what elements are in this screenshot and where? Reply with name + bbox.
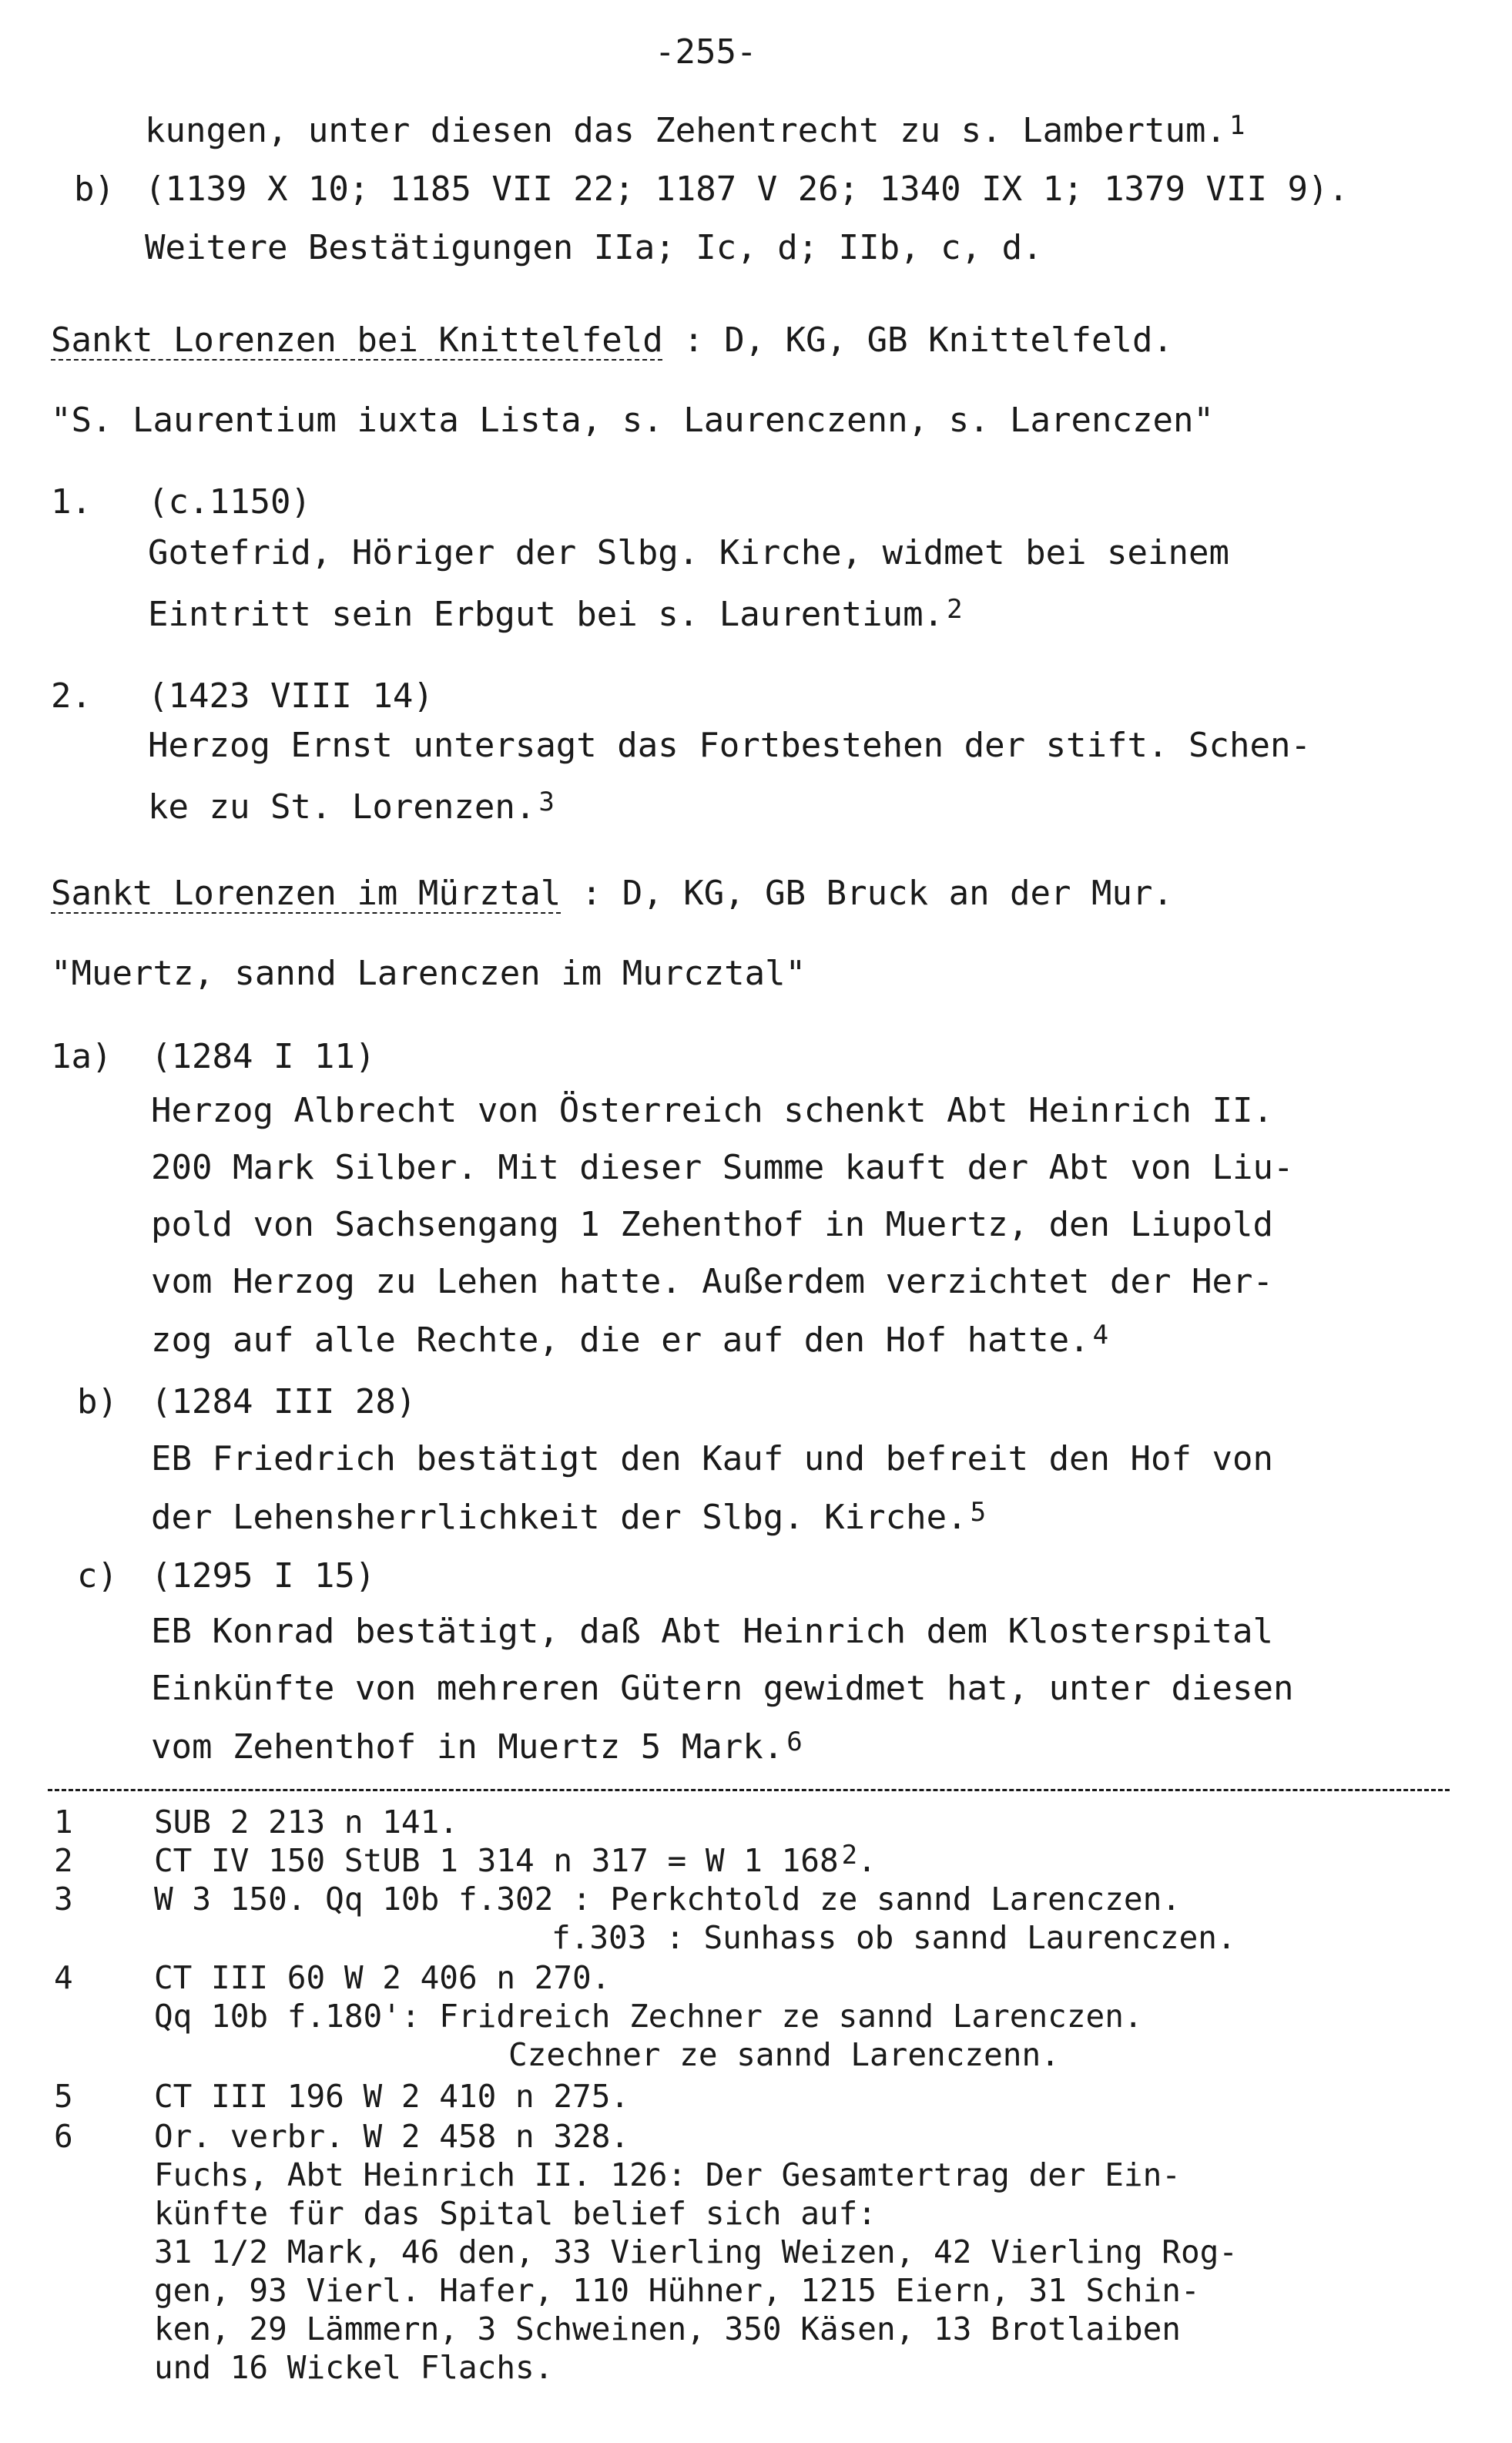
text-line: pold von Sachsengang 1 Zehenthof in Muertz, den Liupold xyxy=(151,1205,1273,1244)
footnote-text: CT III 60 W 2 406 n 270. xyxy=(154,1959,611,1996)
text-span: der Lehensherrlichkeit der Slbg. Kirche. xyxy=(151,1498,967,1537)
text-line xyxy=(145,109,1245,155)
footnote-text: ken, 29 Lämmern, 3 Schweinen, 350 Käsen, 13 Brotlaiben xyxy=(154,2310,1181,2347)
text-span: kungen, unter diesen das Zehentrecht zu s. Lambertum. xyxy=(145,111,1226,150)
text-span: . xyxy=(857,1842,877,1879)
entry-date: (1295 I 15) xyxy=(151,1556,376,1596)
footnote-ref: 3 xyxy=(538,787,555,817)
place-name: Sankt Lorenzen bei Knittelfeld xyxy=(51,320,663,360)
entry-label: b) xyxy=(77,1382,118,1421)
entry-label: 2. xyxy=(51,676,92,716)
text-line: 200 Mark Silber. Mit dieser Summe kauft der Abt von Liu- xyxy=(151,1148,1294,1187)
footnote-text: Czechner ze sannd Larenczenn. xyxy=(508,2036,1060,2073)
text-span: ke zu St. Lorenzen. xyxy=(148,787,536,827)
footnote-text: gen, 93 Vierl. Hafer, 110 Hühner, 1215 Eiern, 31 Schin- xyxy=(154,2272,1200,2309)
text-line: Herzog Albrecht von Österreich schenkt Abt Heinrich II. xyxy=(151,1091,1273,1130)
text-line xyxy=(148,593,963,639)
text-line: Herzog Ernst untersagt das Fortbestehen der stift. Schen- xyxy=(148,726,1311,765)
text-line xyxy=(151,1319,1108,1364)
footnote-number: 6 xyxy=(54,2118,73,2155)
text-span: zog auf alle Rechte, die er auf den Hof hatte. xyxy=(151,1320,1090,1360)
text-line: Gotefrid, Höriger der Slbg. Kirche, widmet bei seinem xyxy=(148,533,1229,572)
place-variants: "S. Laurentium iuxta Lista, s. Laurenczenn, s. Larenczen" xyxy=(51,401,1214,440)
footnote-divider xyxy=(48,1789,1450,1791)
text-line: EB Konrad bestätigt, daß Abt Heinrich dem Klosterspital xyxy=(151,1612,1273,1651)
text-line xyxy=(148,786,555,831)
footnote-text: künfte für das Spital belief sich auf: xyxy=(154,2195,877,2232)
footnote-number: 5 xyxy=(54,2078,73,2115)
footnote-text: Fuchs, Abt Heinrich II. 126: Der Gesamtertrag der Ein- xyxy=(154,2156,1181,2193)
footnote-text: 31 1/2 Mark, 46 den, 33 Vierling Weizen, 42 Vierling Rog- xyxy=(154,2233,1238,2270)
entry-label: 1a) xyxy=(51,1037,112,1076)
footnote-text: Qq 10b f.180': Fridreich Zechner ze sannd Larenczen. xyxy=(154,1998,1143,2035)
text-span: Eintritt sein Erbgut bei s. Laurentium. xyxy=(148,595,944,634)
page-number: -255- xyxy=(655,32,757,72)
entry-date: (1423 VIII 14) xyxy=(148,676,434,716)
footnote-ref: 1 xyxy=(1229,110,1245,141)
place-variants: "Muertz, sannd Larenczen im Murcztal" xyxy=(51,954,806,993)
entry-label: 1. xyxy=(51,482,92,522)
section-heading xyxy=(51,872,1173,915)
footnote-text: W 3 150. Qq 10b f.302 : Perkchtold ze sannd Larenczen. xyxy=(154,1881,1181,1918)
footnote-ref: 5 xyxy=(970,1497,987,1528)
footnote-number: 4 xyxy=(54,1959,73,1996)
footnote-ref: 6 xyxy=(786,1727,803,1757)
entry-label: b) xyxy=(74,169,115,209)
text-line: (1139 X 10; 1185 VII 22; 1187 V 26; 1340 IX 1; 1379 VII 9). xyxy=(145,169,1349,209)
text-line: vom Herzog zu Lehen hatte. Außerdem verzichtet der Her- xyxy=(151,1262,1273,1301)
footnote-ref: 2 xyxy=(947,594,963,625)
text-line xyxy=(151,1496,986,1542)
footnote-number: 3 xyxy=(54,1881,73,1918)
entry-date: (1284 III 28) xyxy=(151,1382,417,1421)
footnote-text: f.303 : Sunhass ob sannd Laurenczen. xyxy=(551,1919,1236,1956)
place-meta: : D, KG, GB Bruck an der Mur. xyxy=(581,874,1173,913)
text-span: CT IV 150 StUB 1 314 n 317 = W 1 168 xyxy=(154,1842,839,1879)
text-line: Weitere Bestätigungen IIa; Ic, d; IIb, c, d. xyxy=(145,228,1043,267)
text-line: Einkünfte von mehreren Gütern gewidmet hat, unter diesen xyxy=(151,1669,1294,1708)
text-span: vom Zehenthof in Muertz 5 Mark. xyxy=(151,1727,784,1767)
footnote-text: Or. verbr. W 2 458 n 328. xyxy=(154,2118,630,2155)
footnote-text: und 16 Wickel Flachs. xyxy=(154,2349,554,2386)
footnote-text: CT III 196 W 2 410 n 275. xyxy=(154,2078,630,2115)
footnote-text xyxy=(154,1841,877,1882)
section-heading xyxy=(51,319,1173,362)
text-line: EB Friedrich bestätigt den Kauf und befreit den Hof von xyxy=(151,1439,1273,1478)
text-line xyxy=(151,1726,803,1771)
footnote-ref: 4 xyxy=(1092,1320,1109,1351)
footnote-number: 1 xyxy=(54,1804,73,1841)
entry-label: c) xyxy=(77,1556,118,1596)
entry-date: (c.1150) xyxy=(148,482,311,522)
footnote-text: SUB 2 213 n 141. xyxy=(154,1804,458,1841)
entry-date: (1284 I 11) xyxy=(151,1037,376,1076)
place-meta: : D, KG, GB Knittelfeld. xyxy=(683,320,1173,360)
place-name: Sankt Lorenzen im Mürztal xyxy=(51,874,562,913)
footnote-ref: 2 xyxy=(841,1840,858,1871)
footnote-number: 2 xyxy=(54,1842,73,1879)
